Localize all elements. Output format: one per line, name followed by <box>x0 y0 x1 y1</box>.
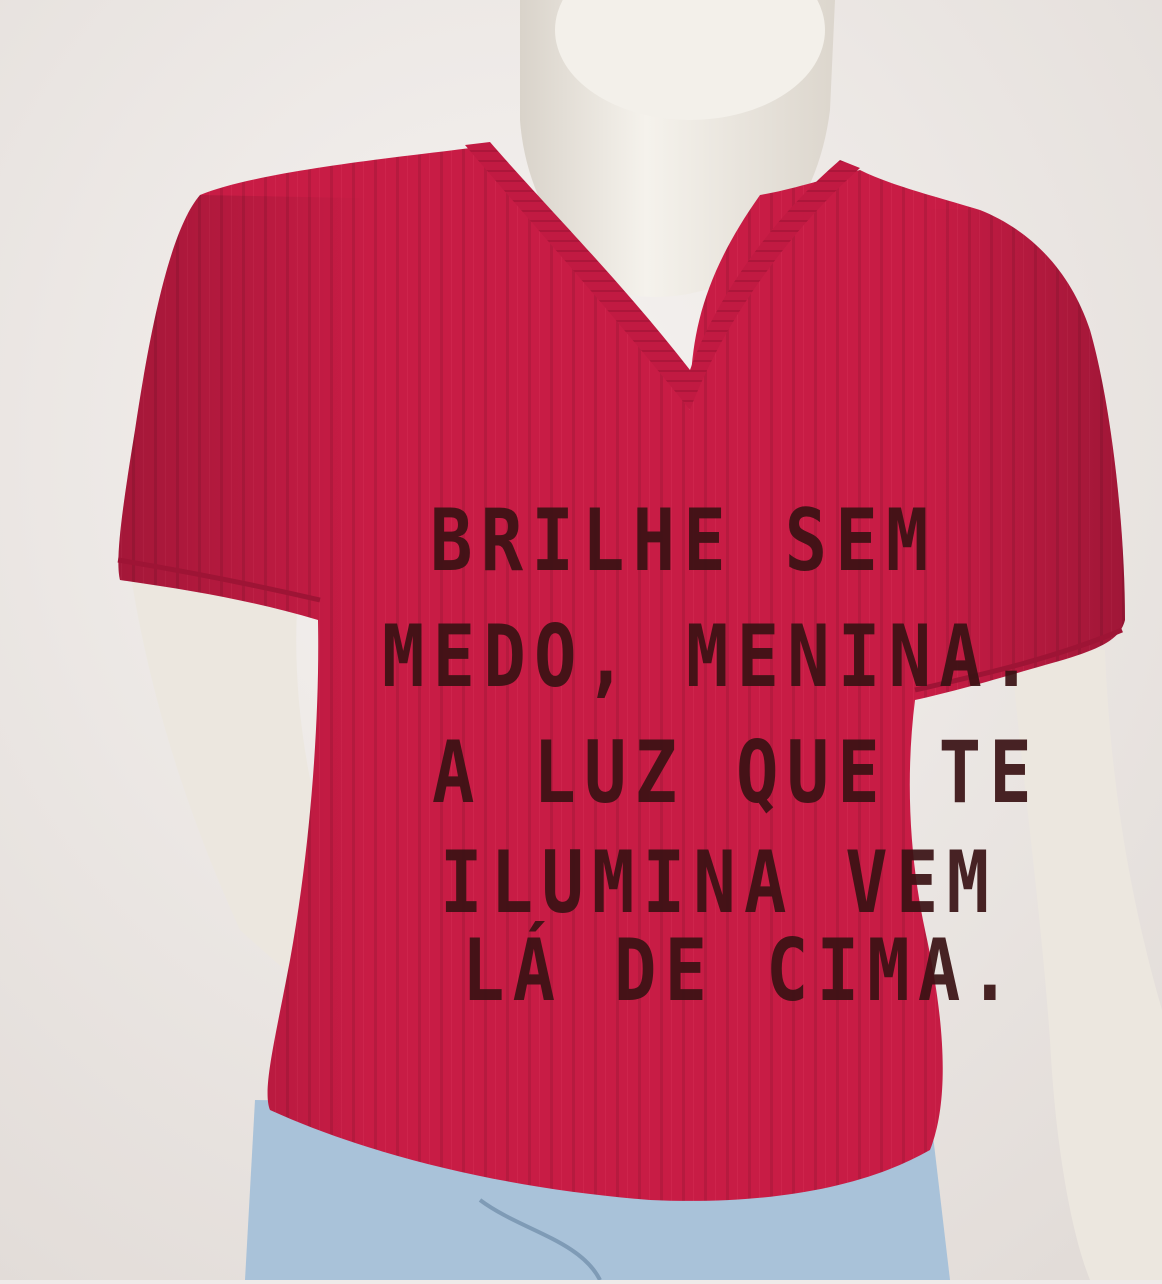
shirt-print-line-2: MEDO, MENINA. <box>382 607 1041 707</box>
shirt-print-line-5: LÁ DE CIMA. <box>462 921 1020 1021</box>
shirt-print-line-4: ILUMINA VEM <box>440 833 998 933</box>
shirt-print-line-3: A LUZ QUE TE <box>432 723 1040 823</box>
shirt-print-line-1: BRILHE SEM <box>430 491 937 591</box>
